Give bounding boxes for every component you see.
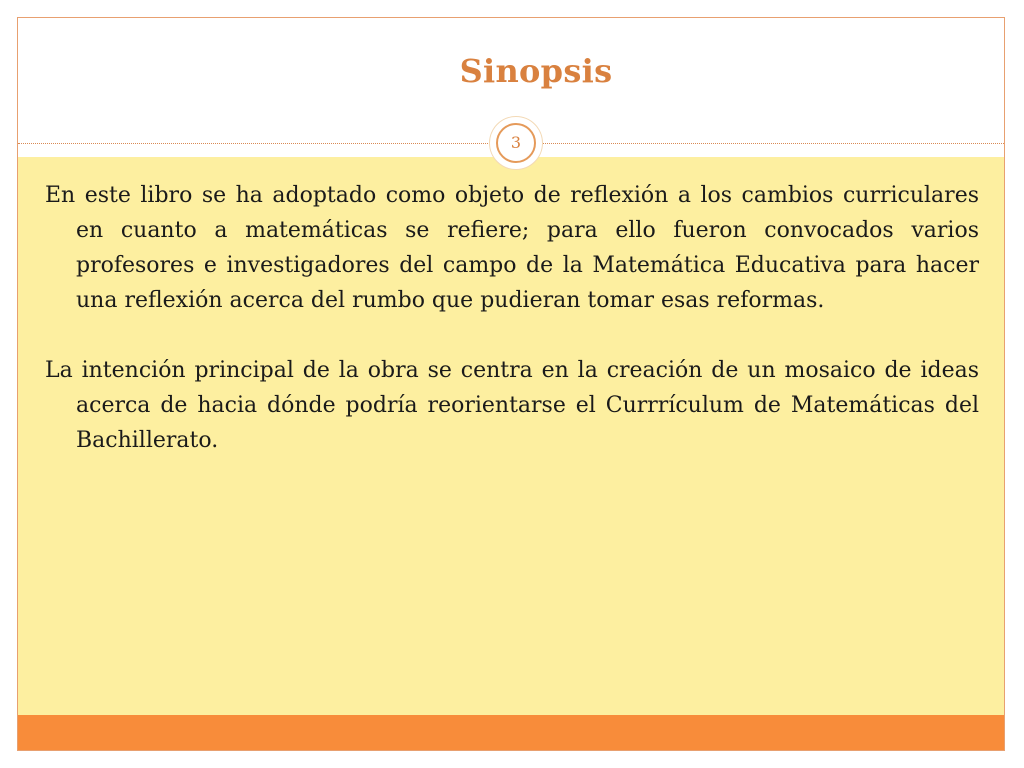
footer-bar [18, 715, 1004, 750]
slide-title: Sinopsis [459, 52, 613, 90]
page-number: 3 [496, 123, 536, 163]
slide [17, 17, 1005, 751]
paragraph-2: La intención principal de la obra se centra en la creación de un mosaico de ideas acerca de hacia dónde podría reorientarse el Currrículum de Matemáticas del Bachillerato. [45, 358, 979, 453]
page-number-badge [490, 117, 542, 169]
paragraph-1: En este libro se ha adoptado como objeto de reflexión a los cambios curriculares en cuanto a matemáticas se refiere; para ello fueron convocados varios profesores e investigadores del campo de la Matemática Educativa para hacer una reflexión acerca del rumbo que pudieran tomar esas reformas. [45, 183, 979, 313]
body-text [45, 178, 979, 493]
